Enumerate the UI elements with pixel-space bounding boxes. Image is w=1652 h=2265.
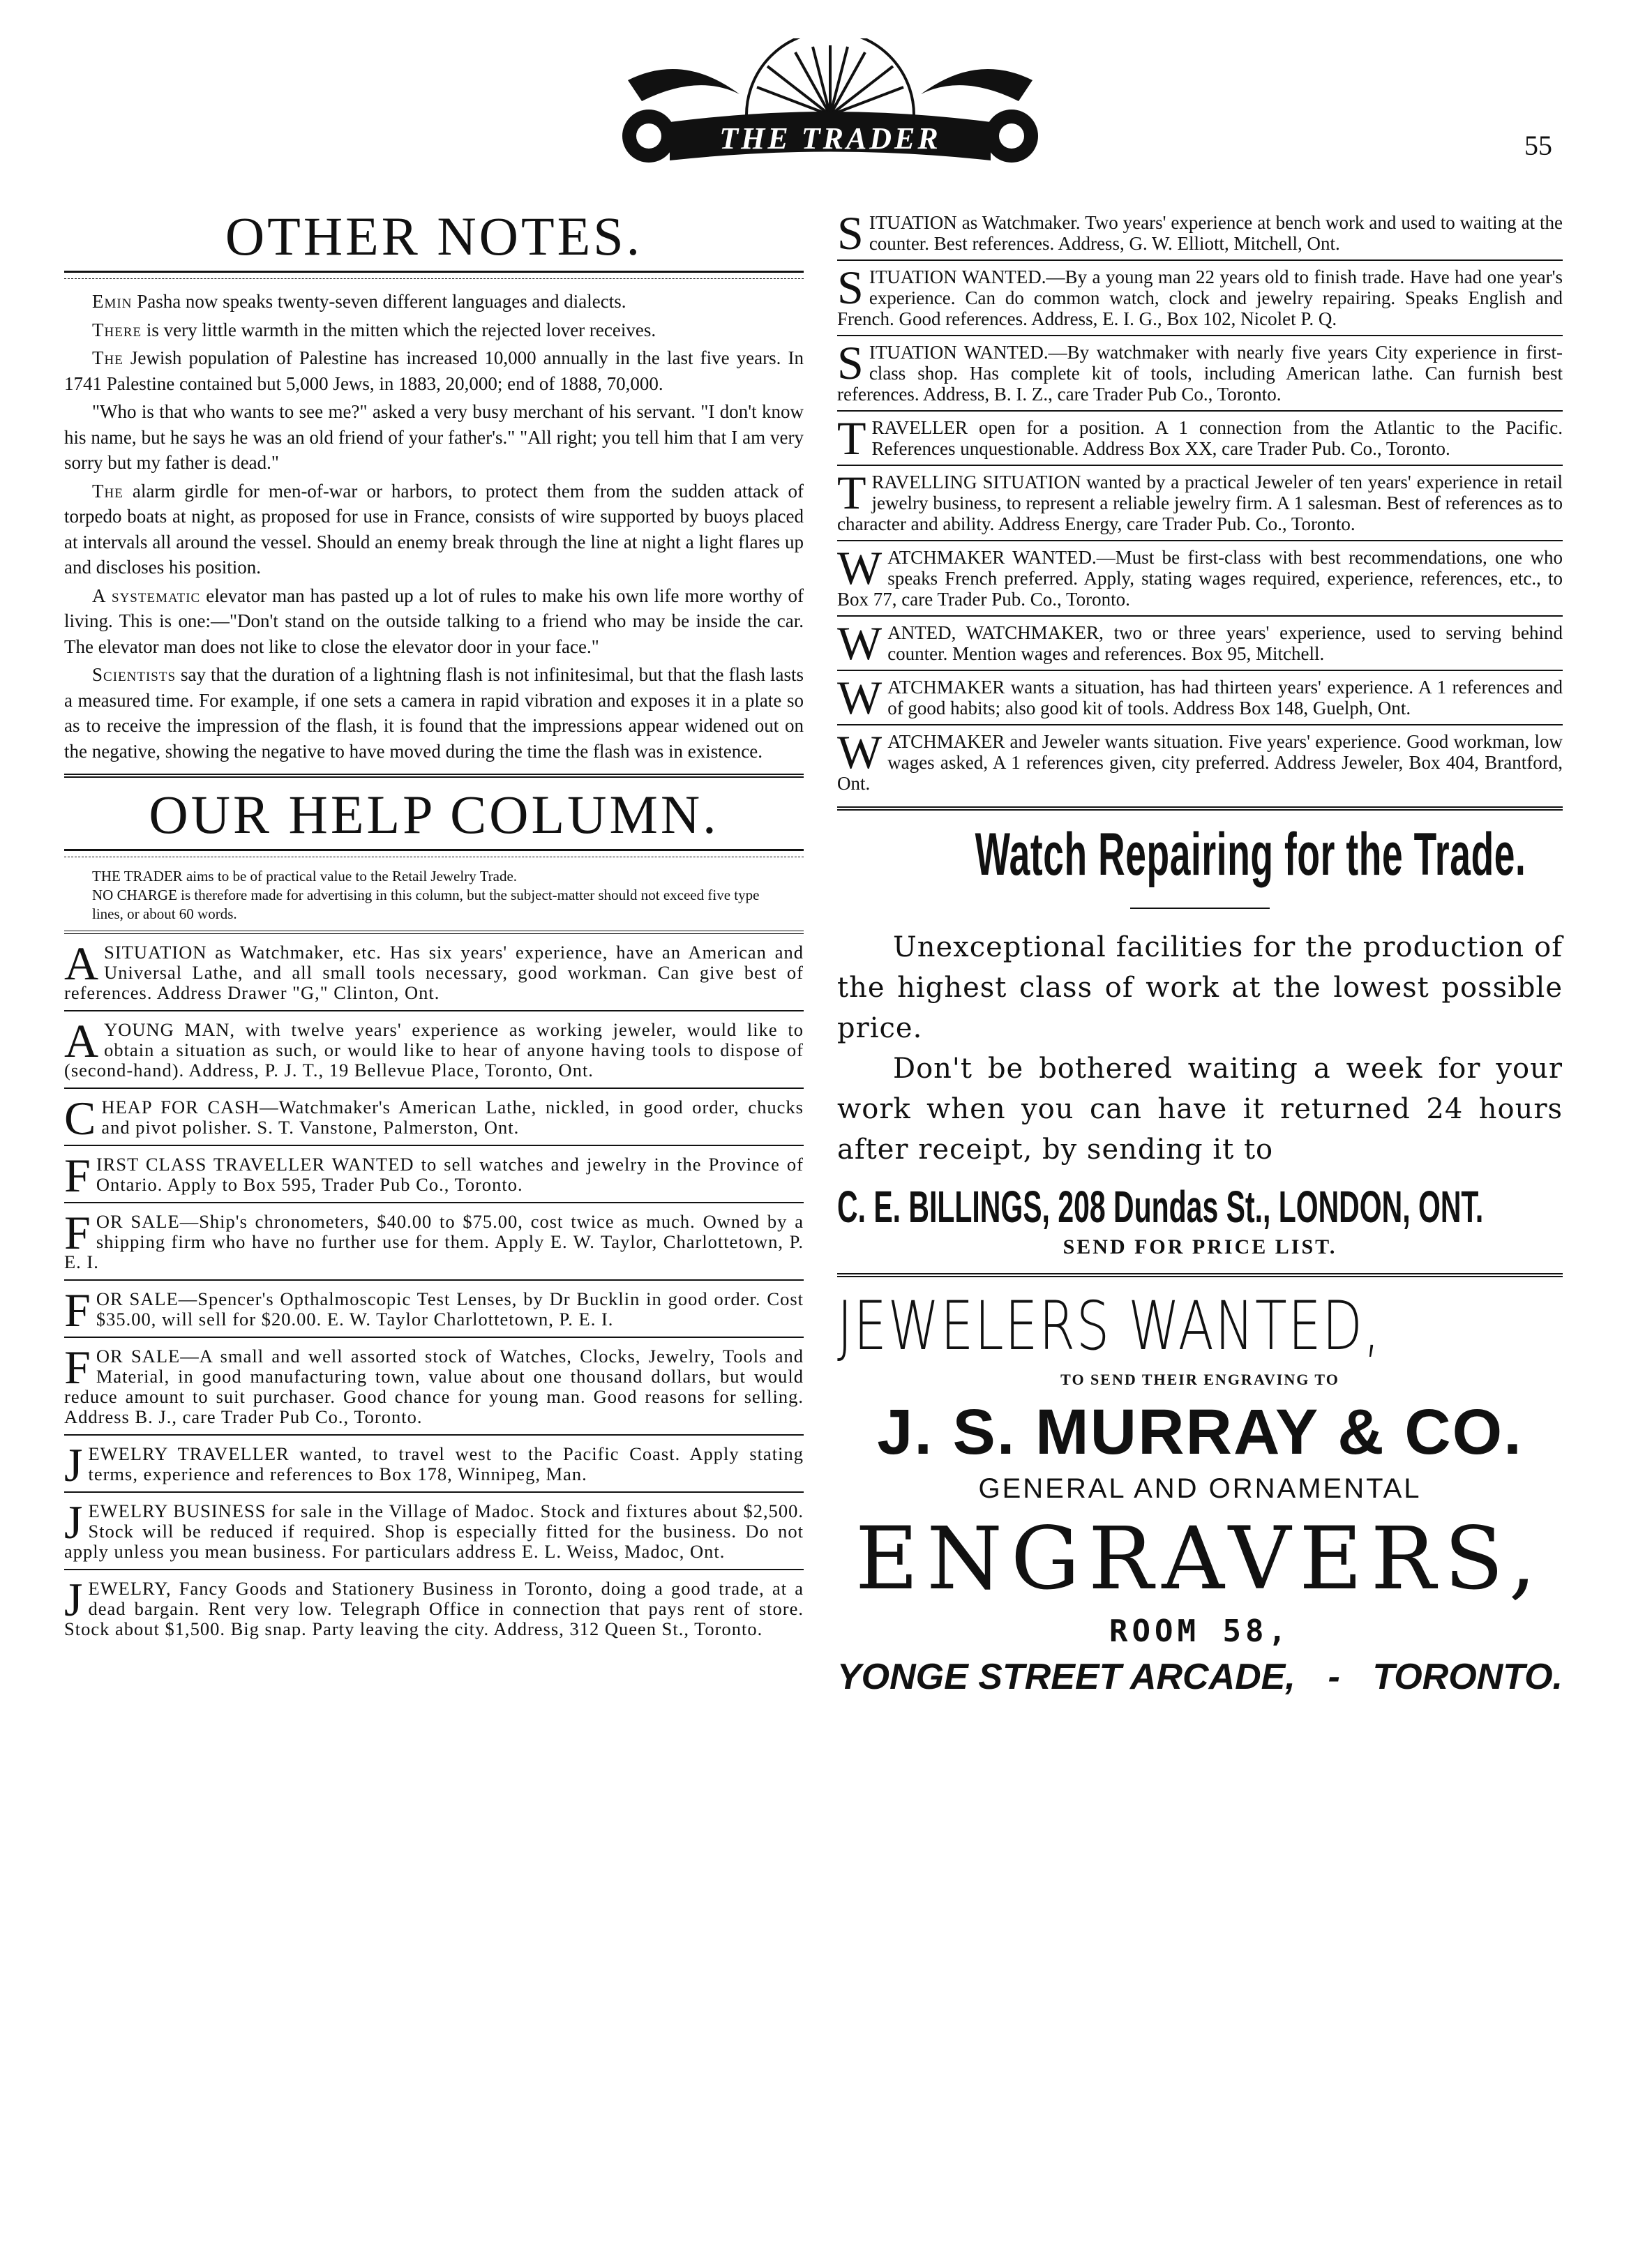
classified-ad [64,1438,804,1489]
classified-ad [64,937,804,1007]
masthead-text: THE TRADER [719,121,941,156]
ad-text: ATCHMAKER and Jeweler wants situation. Five years' experience. Good workman, low wages asked, A 1 references given, city preferred. Address Jeweler, Box 404, Brantford, Ont. [837,731,1563,794]
drop-cap: J [64,1496,83,1549]
help-intro-1: THE TRADER aims to be of practical value to the Retail Jewelry Trade. [92,868,518,885]
watch-repair-body-1: Unexceptional facilities for the production of the highest class of work at the lowest possible price. [837,931,1563,1044]
billings-address: C. E. BILLINGS, 208 Dundas St., LONDON, ONT. [837,1182,1484,1232]
note-paragraph [64,317,804,343]
classified-ad [64,1149,804,1202]
street-name: YONGE STREET ARCADE, [837,1657,1296,1697]
note-text: elevator man has pasted up a lot of rules to make his own life more worthy of living. This is one:—"Don't stand on the outside talking to a friend who may be inside the car. The elevator man does not like to close the elevator door in your face." [64,585,804,657]
drop-cap: T [837,412,866,465]
classified-ad [64,1284,804,1337]
classified-ad [64,1573,804,1643]
general-ornamental: GENERAL AND ORNAMENTAL [978,1473,1422,1504]
murray-firm-name: J. S. MURRAY & CO. [877,1397,1523,1468]
note-paragraph [64,662,804,764]
ad-text: OR SALE—A small and well assorted stock of Watches, Clocks, Jewelry, Tools and Material, in good manufacturing town, value about one thousand dollars, but would reduce amount to suit purchaser. Good chance for young man. Good reasons for selling. Address B. J., care Trader Pub Co., Toronto. [64,1346,804,1427]
ad-text: ITUATION as Watchmaker. Two years' experience at bench work and used to waiting at the counter. Best references. Address, G. W. Elliott, Mitchell, Ont. [869,212,1563,254]
city-name: TORONTO. [1372,1657,1563,1697]
drop-cap: F [64,1149,91,1202]
drop-cap: W [837,541,883,594]
note-text: alarm girdle for men-of-war or harbors, to protect them from the sudden attack of torpedo boats at night, as proposed for use in France, consists of wire supported by buoys placed at intervals all around the vessel. Should an enemy break through the line at night a light flares up and discloses his position. [64,480,804,578]
drop-cap: S [837,206,864,259]
note-text: Jewish population of Palestine has increased 10,000 annually in the last five years. In 1741 Palestine contained but 5,000 Jews, in 1883, 20,000; end of 1888, 70,000. [64,347,804,394]
help-ads-list [64,937,804,1643]
classified-ad [837,617,1563,670]
jewelers-wanted-headline: JEWELERS WANTED, [837,1287,1381,1365]
classified-ad [837,541,1563,612]
ad-divider [64,1145,804,1146]
help-column-title: OUR HELP COLUMN. [149,784,719,845]
section-divider [837,1273,1563,1277]
note-lead: Scientists [92,664,177,685]
ad-text: RAVELLING SITUATION wanted by a practical Jeweler of ten years' experience in retail jewelry business, to represent a reliable jewelry firm. A 1 salesman. Best of references as to character and ability. Address Energy, care Trader Pub. Co., Toronto. [837,472,1563,534]
ad-divider [837,724,1563,725]
ad-divider [64,1010,804,1011]
drop-cap: W [837,725,883,778]
ad-divider [64,1337,804,1338]
note-paragraph [64,399,804,476]
note-lead: The [92,347,123,368]
ad-divider [837,335,1563,336]
drop-cap: W [837,617,883,670]
note-paragraph [64,289,804,315]
note-text: say that the duration of a lightning flash is not infinitesimal, but that the flash lasts a measured time. For example, if one sets a camera in rapid vibration and exposes it in a plate so as to receive the impression of the flash, it is found that the impressions appear widened out on the negative, showing the negative to have moved during the time the flash was in existence. [64,664,804,762]
ad-text: ATCHMAKER wants a situation, has had thirteen years' experience. A 1 references and of good habits; also good kit of tools. Address Box 148, Guelph, Ont. [887,677,1563,718]
note-paragraph [64,583,804,660]
classified-ad [837,206,1563,259]
engravers-ad [837,1287,1563,1698]
ad-divider [837,540,1563,541]
note-lead: Emin [92,291,133,312]
classified-ad [837,412,1563,465]
ad-divider [64,1491,804,1493]
drop-cap: F [64,1341,91,1394]
classified-ad [64,1341,804,1431]
drop-cap: C [64,1092,96,1145]
other-notes-title: OTHER NOTES. [225,206,643,266]
page-number: 55 [1524,130,1552,161]
classified-ad [64,1092,804,1145]
ad-text: SITUATION as Watchmaker, etc. Has six years' experience, have an American and Universal Lathe, and all small tools necessary, good workman. Can give best of references. Address Drawer "G," Clinton, Ont. [64,942,804,1003]
ad-divider [64,1279,804,1281]
ad-text: YOUNG MAN, with twelve years' experience as working jeweler, would like to obtain a situation as such, or would like to hear of anyone having tools to dispose of (second-hand). Address, P. J. T., 19 Bellevue Place, Toronto, Ont. [64,1019,804,1081]
left-column [64,206,804,1643]
ad-divider [837,670,1563,671]
drop-cap: J [64,1573,83,1626]
watch-repair-title: Watch Repairing for the Trade. [975,821,1526,888]
ad-text: EWELRY BUSINESS for sale in the Village of Madoc. Stock and fixtures about $2,500. Stock will be reduced if required. Shop is especially fitted for the business. Do not apply unless you mean business. For particulars address E. L. Weiss, Madoc, Ont. [64,1500,804,1562]
note-lead: A systematic [92,585,201,606]
ad-divider [64,1202,804,1203]
ad-divider [837,259,1563,261]
classified-ad [64,1206,804,1277]
ad-divider [837,615,1563,617]
title-rule [64,271,804,279]
drop-cap: J [64,1438,83,1491]
engravers-word: ENGRAVERS, [855,1509,1545,1609]
ad-text: ITUATION WANTED.—By watchmaker with nearly five years City experience in first-class shop. Has complete kit of tools, including American lathe. Can furnish best references. Address, B. I. Z., care Trader Pub Co., Toronto. [837,342,1563,405]
ad-text: RAVELLER open for a position. A 1 connection from the Atlantic to the Pacific. References unquestionable. Address Box XX, care Trader Pub. Co., Toronto. [871,417,1563,459]
ad-text: ATCHMAKER WANTED.—Must be first-class with best recommendations, one who speaks French preferred. Apply, stating wages required, experience, references, etc., to Box 77, care Trader Pub. Co., Toronto. [837,547,1563,610]
note-text: "Who is that who wants to see me?" asked a very busy merchant of his servant. "I don't know his name, but he says he was an old friend of your father's." "All right; you tell him that I am very sorry but my father is dead." [64,401,804,473]
ad-divider [837,410,1563,412]
note-lead: There [92,319,142,340]
room-number: ROOM 58, [1109,1613,1291,1649]
classified-ad [837,466,1563,537]
drop-cap: S [837,261,864,314]
ad-divider [64,1088,804,1089]
classified-ad [64,1496,804,1566]
ad-text: EWELRY, Fancy Goods and Stationery Business in Toronto, doing a good trade, at a dead bargain. Rent very low. Telegraph Office in connection that pays rent of store. Stock about $1,500. Big snap. Party leaving the city. Address, 312 Queen St., Toronto. [64,1578,804,1639]
ad-text: HEAP FOR CASH—Watchmaker's American Lathe, nickled, in good order, chucks and pivot polisher. S. T. Vanstone, Palmerston, Ont. [101,1097,804,1138]
section-divider [64,774,804,778]
short-rule [1130,908,1270,909]
drop-cap: S [837,336,864,389]
drop-cap: A [64,937,99,990]
masthead-logo [600,38,1060,178]
classified-ad [837,725,1563,797]
ad-text: ITUATION WANTED.—By a young man 22 years old to finish trade. Have had one year's experience. Can do common watch, clock and jewelry repairing. Speaks English and French. Good references. Address, E. I. G., Box 102, Nicolet P. Q. [837,266,1563,329]
note-text: is very little warmth in the mitten which the rejected lover receives. [142,319,656,340]
title-rule [64,849,804,857]
ad-divider [64,1434,804,1436]
ad-text: OR SALE—Ship's chronometers, $40.00 to $75.00, cost twice as much. Owned by a shipping firm who have no further use for them. Apply E. W. Taylor, Charlottetown, P. E. I. [64,1211,804,1272]
right-column [837,206,1563,1698]
watch-repair-ad [837,820,1563,1259]
note-paragraph [64,479,804,580]
drop-cap: F [64,1206,91,1259]
divider [64,931,804,934]
classified-ad [837,671,1563,724]
drop-cap: W [837,671,883,724]
drop-cap: T [837,466,866,519]
other-notes-body [64,289,804,764]
ad-divider [64,1569,804,1570]
engravers-subline: TO SEND THEIR ENGRAVING TO [1060,1371,1339,1388]
help-intro-2: NO CHARGE is therefore made for advertising in this column, but the subject-matter should not exceed five type lines, or about 60 words. [92,887,760,922]
yonge-address-line [837,1656,1563,1698]
watch-repair-body-2: Don't be bothered waiting a week for your work when you can have it returned 24 hours after receipt, by sending it to [837,1053,1563,1166]
section-divider [837,806,1563,811]
price-list-note: SEND FOR PRICE LIST. [1062,1235,1337,1258]
ad-divider [837,465,1563,466]
note-lead: The [92,480,123,502]
ad-text: IRST CLASS TRAVELLER WANTED to sell watches and jewelry in the Province of Ontario. Apply to Box 595, Trader Pub Co., Toronto. [96,1154,804,1195]
drop-cap: F [64,1284,91,1337]
classified-ad [64,1014,804,1085]
classified-ad [837,261,1563,332]
situation-ads-list [837,206,1563,797]
drop-cap: A [64,1014,99,1067]
note-paragraph [64,345,804,396]
ad-text: OR SALE—Spencer's Opthalmoscopic Test Lenses, by Dr Bucklin in good order. Cost $35.00, will sell for $20.00. E. W. Taylor Charlottetown, P. E. I. [96,1288,804,1330]
note-text: Pasha now speaks twenty-seven different languages and dialects. [132,291,626,312]
ad-text: EWELRY TRAVELLER wanted, to travel west to the Pacific Coast. Apply stating terms, experience and references to Box 178, Winnipeg, Man. [88,1443,804,1484]
address-dash: - [1328,1657,1340,1697]
classified-ad [837,336,1563,407]
ad-text: ANTED, WATCHMAKER, two or three years' experience, used to serving behind counter. Mention wages and references. Box 95, Mitchell. [887,622,1563,664]
